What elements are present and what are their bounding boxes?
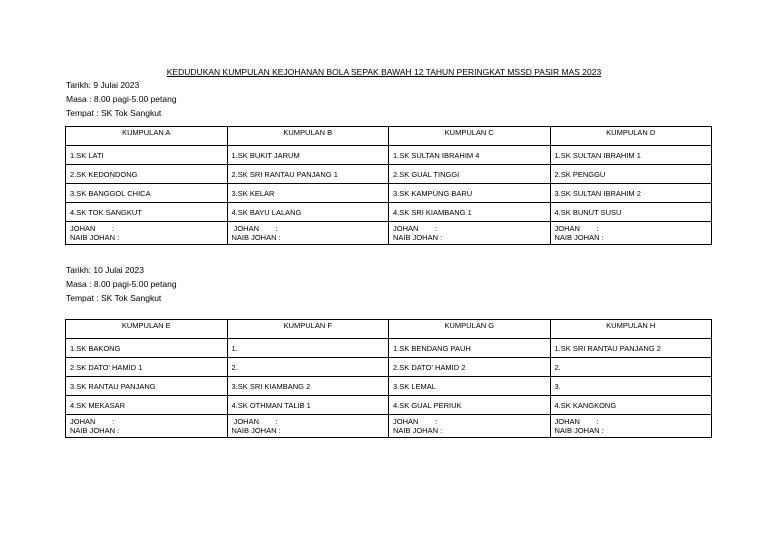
winner-row — [66, 222, 712, 245]
header-kumpulan-c: KUMPULAN C — [389, 127, 551, 146]
winner-cell — [66, 222, 228, 245]
table-row — [66, 339, 712, 358]
winner-cell — [66, 415, 228, 438]
naib-johan-label: NAIB JOHAN : — [231, 233, 281, 242]
table-cell: 1. — [227, 339, 389, 358]
winner-cell — [389, 222, 551, 245]
naib-johan-label: NAIB JOHAN : — [393, 426, 443, 435]
winner-cell — [550, 222, 712, 245]
header-kumpulan-e: KUMPULAN E — [66, 320, 228, 339]
tempat-1: Tempat : SK Tok Sangkut — [66, 108, 162, 118]
table-row — [66, 377, 712, 396]
table-row — [66, 396, 712, 415]
johan-label: JOHAN : — [231, 224, 278, 233]
naib-johan-label: NAIB JOHAN : — [554, 233, 604, 242]
table-cell: 2.SK SRI RANTAU PANJANG 1 — [227, 165, 389, 184]
header-kumpulan-d: KUMPULAN D — [550, 127, 712, 146]
table-cell: 4.SK OTHMAN TALIB 1 — [227, 396, 389, 415]
table-row — [66, 184, 712, 203]
winner-cell — [389, 415, 551, 438]
winner-row — [66, 415, 712, 438]
group-table-2 — [65, 319, 712, 438]
table-cell: 3. — [550, 377, 712, 396]
winner-cell — [227, 222, 389, 245]
table-cell: 1.SK BUKIT JARUM — [227, 146, 389, 165]
table-cell: 2.SK DATO' HAMID 1 — [66, 358, 228, 377]
table-row — [66, 203, 712, 222]
johan-label: JOHAN : — [393, 224, 438, 233]
johan-label: JOHAN : — [70, 417, 115, 426]
naib-johan-label: NAIB JOHAN : — [70, 233, 120, 242]
table-cell: 1.SK BAKONG — [66, 339, 228, 358]
naib-johan-label: NAIB JOHAN : — [554, 426, 604, 435]
table-cell: 3.SK KAMPUNG BARU — [389, 184, 551, 203]
table-cell: 2.SK DATO' HAMID 2 — [389, 358, 551, 377]
table-cell: 3.SK RANTAU PANJANG — [66, 377, 228, 396]
naib-johan-label: NAIB JOHAN : — [70, 426, 120, 435]
table-cell: 4.SK GUAL PERIUK — [389, 396, 551, 415]
header-kumpulan-b: KUMPULAN B — [227, 127, 389, 146]
header-kumpulan-g: KUMPULAN G — [389, 320, 551, 339]
table-cell: 2. — [227, 358, 389, 377]
table-cell: 4.SK BUNUT SUSU — [550, 203, 712, 222]
table-header-row — [66, 127, 712, 146]
table-cell: 3.SK KELAR — [227, 184, 389, 203]
header-kumpulan-a: KUMPULAN A — [66, 127, 228, 146]
header-kumpulan-h: KUMPULAN H — [550, 320, 712, 339]
masa-2: Masa : 8.00 pagi-5.00 petang — [66, 279, 177, 289]
table-cell: 1.SK BENDANG PAUH — [389, 339, 551, 358]
table-cell: 4.SK SRI KIAMBANG 1 — [389, 203, 551, 222]
naib-johan-label: NAIB JOHAN : — [231, 426, 281, 435]
table-cell: 4.SK KANGKONG — [550, 396, 712, 415]
table-cell: 4.SK MEKASAR — [66, 396, 228, 415]
table-cell: 1.SK LATI — [66, 146, 228, 165]
johan-label: JOHAN : — [70, 224, 115, 233]
table-cell: 1.SK SRI RANTAU PANJANG 2 — [550, 339, 712, 358]
tarikh-2: Tarikh: 10 Julai 2023 — [66, 265, 144, 275]
table-cell: 1.SK SULTAN IBRAHIM 1 — [550, 146, 712, 165]
table-cell: 4.SK TOK SANGKUT — [66, 203, 228, 222]
table-cell: 2.SK PENGGU — [550, 165, 712, 184]
johan-label: JOHAN : — [393, 417, 438, 426]
table-cell: 3.SK SULTAN IBRAHIM 2 — [550, 184, 712, 203]
johan-label: JOHAN : — [554, 224, 599, 233]
table-cell: 3.SK BANGGOL CHICA — [66, 184, 228, 203]
table-row — [66, 358, 712, 377]
winner-cell — [227, 415, 389, 438]
tempat-2: Tempat : SK Tok Sangkut — [66, 293, 162, 303]
table-cell: 3.SK SRI KIAMBANG 2 — [227, 377, 389, 396]
document-title: KEDUDUKAN KUMPULAN KEJOHANAN BOLA SEPAK BAWAH 12 TAHUN PERINGKAT MSSD PASIR MAS 2023 — [166, 67, 602, 77]
table-row — [66, 165, 712, 184]
header-kumpulan-f: KUMPULAN F — [227, 320, 389, 339]
johan-label: JOHAN : — [231, 417, 278, 426]
johan-label: JOHAN : — [554, 417, 599, 426]
table-row — [66, 146, 712, 165]
group-table-1 — [65, 126, 712, 245]
table-cell: 1.SK SULTAN IBRAHIM 4 — [389, 146, 551, 165]
table-cell: 3.SK LEMAL — [389, 377, 551, 396]
naib-johan-label: NAIB JOHAN : — [393, 233, 443, 242]
table-cell: 2.SK GUAL TINGGI — [389, 165, 551, 184]
table-cell: 2. — [550, 358, 712, 377]
winner-cell — [550, 415, 712, 438]
masa-1: Masa : 8.00 pagi-5.00 petang — [66, 94, 177, 104]
table-header-row — [66, 320, 712, 339]
tarikh-1: Tarikh: 9 Julai 2023 — [66, 80, 140, 90]
table-cell: 2.SK KEDONDONG — [66, 165, 228, 184]
table-cell: 4.SK BAYU LALANG — [227, 203, 389, 222]
